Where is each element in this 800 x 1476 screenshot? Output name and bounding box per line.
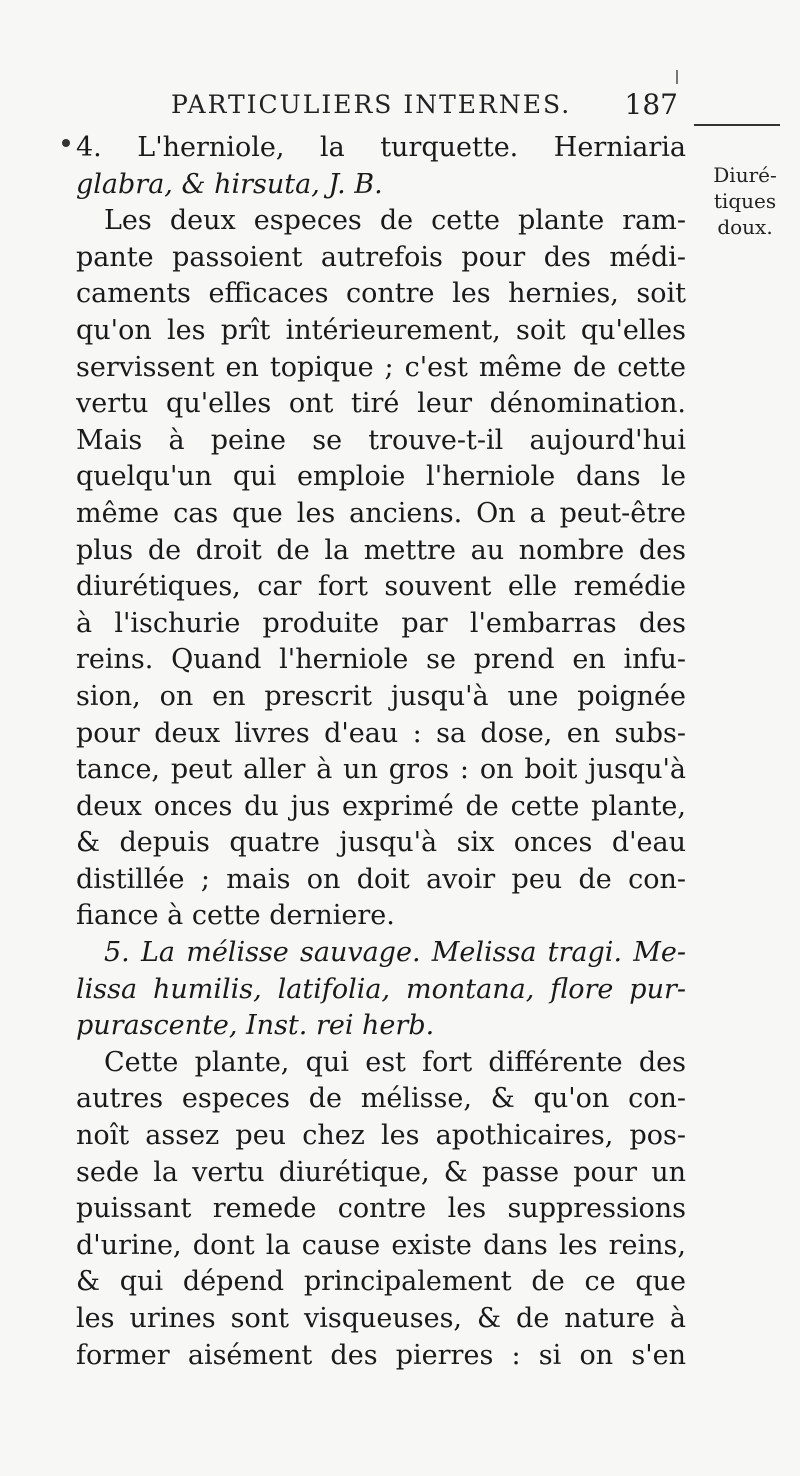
text-line: vertu qu'elles ont tiré leur dénomination. xyxy=(76,388,686,420)
text-line: distillée ; mais on doit avoir peu de con- xyxy=(76,863,686,895)
text-line: quelqu'un qui emploie l'herniole dans le xyxy=(76,461,686,493)
text-line: qu'on les prît intérieurement, soit qu'elles xyxy=(76,314,686,346)
text-line: former aisément des pierres : si on s'en xyxy=(76,1339,686,1371)
text-line: caments efficaces contre les hernies, soit xyxy=(76,278,686,310)
text-line: noît assez peu chez les apothicaires, pos- xyxy=(76,1120,686,1152)
text-line: deux onces du jus exprimé de cette plante, xyxy=(76,790,686,822)
section-bullet xyxy=(62,139,70,147)
text-line: tance, peut aller à un gros : on boit jusqu'à xyxy=(76,754,686,786)
text-line: sede la vertu diurétique, & passe pour un xyxy=(76,1156,686,1188)
text-line: Cette plante, qui est fort différente des xyxy=(104,1046,686,1078)
text-line: les urines sont visqueuses, & de nature à xyxy=(76,1303,686,1334)
margin-note-line: Diuré- xyxy=(713,163,777,187)
text-line: & depuis quatre jusqu'à six onces d'eau xyxy=(76,827,686,859)
page-header xyxy=(76,88,686,128)
text-line: fiance à cette derniere. xyxy=(76,900,395,932)
edge-mark xyxy=(676,70,678,84)
text-line: pante passoient autrefois pour des médi- xyxy=(76,241,686,273)
text-line: purascente, Inst. rei herb. xyxy=(76,1010,435,1042)
text-line: 5. La mélisse sauvage. Melissa tragi. Me- xyxy=(104,937,686,969)
body-text xyxy=(76,130,686,1374)
text-line: Les deux especes de cette plante ram- xyxy=(104,205,686,237)
text-line: à l'ischurie produite par l'embarras des xyxy=(76,607,686,639)
text-line: autres especes de mélisse, & qu'on con- xyxy=(76,1083,686,1115)
text-line: reins. Quand l'herniole se prend en infu- xyxy=(76,644,686,676)
text-line: servissent en topique ; c'est même de cette xyxy=(76,351,686,383)
text-line: pour deux livres d'eau : sa dose, en subs- xyxy=(76,717,686,749)
margin-note xyxy=(700,162,790,240)
text-line: Mais à peine se trouve-t-il aujourd'hui xyxy=(76,424,686,456)
page-number: 187 xyxy=(624,88,678,121)
text-line: lissa humilis, latifolia, montana, flore pur- xyxy=(76,973,686,1005)
text-line: même cas que les anciens. On a peut-être xyxy=(76,497,686,529)
margin-note-line: doux. xyxy=(717,215,773,239)
margin-rule xyxy=(694,124,780,126)
text-line: glabra, & hirsuta, J. B. xyxy=(76,168,383,200)
text-line: sion, on en prescrit jusqu'à une poignée xyxy=(76,680,686,712)
text-line: diurétiques, car fort souvent elle remédie xyxy=(76,571,686,603)
running-head: PARTICULIERS INTERNES. xyxy=(171,90,572,119)
text-line: & qui dépend principalement de ce que xyxy=(76,1266,686,1298)
text-line: d'urine, dont la cause existe dans les reins, xyxy=(76,1229,686,1261)
margin-note-line: tiques xyxy=(713,189,777,213)
text-line: plus de droit de la mettre au nombre des xyxy=(76,534,686,566)
text-line: 4. L'herniole, la turquette. Herniaria xyxy=(76,132,686,163)
text-line: puissant remede contre les suppressions xyxy=(76,1193,686,1225)
